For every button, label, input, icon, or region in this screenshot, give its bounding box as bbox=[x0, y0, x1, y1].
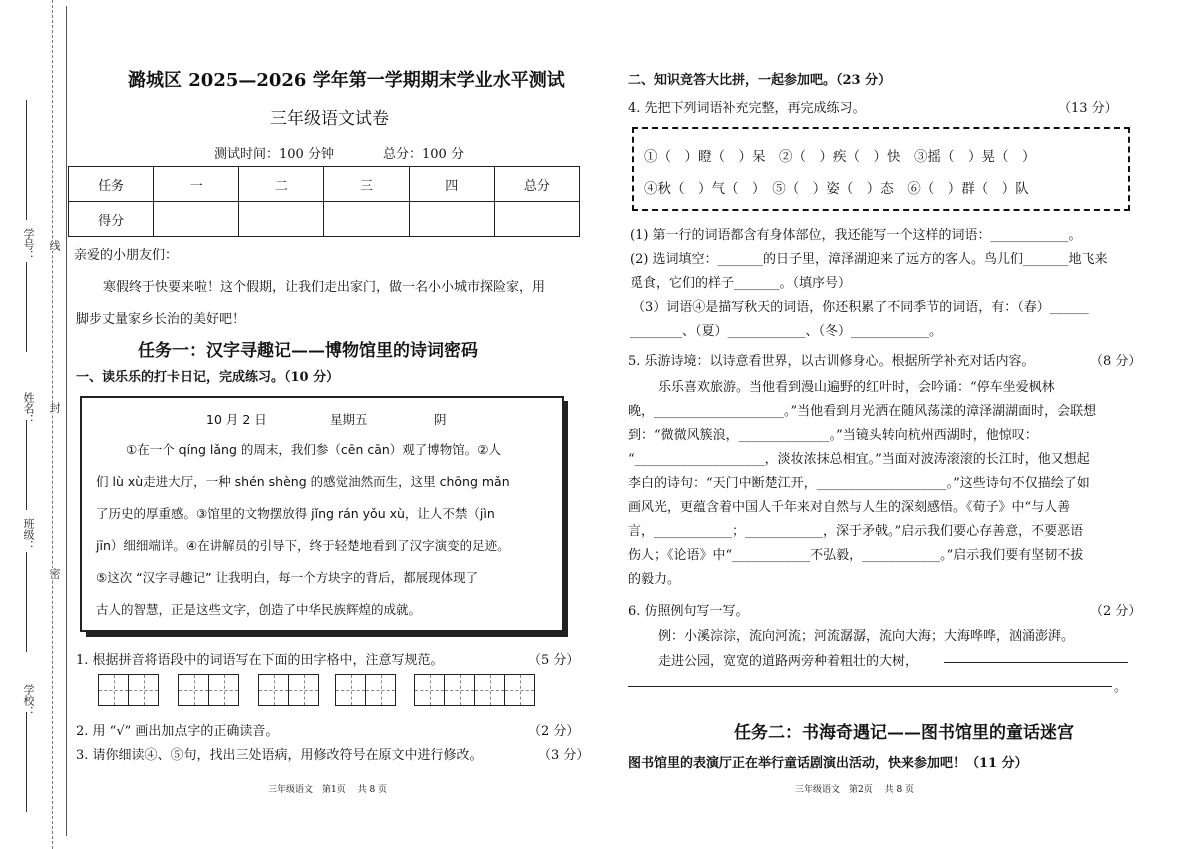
question-5-score: （8 分） bbox=[1090, 354, 1142, 369]
question-4-2a: (2) 选词填空：_______的日子里，漳泽湖迎来了远方的客人。鸟儿们_______地飞来 bbox=[630, 252, 1108, 267]
name-label: 姓名： bbox=[22, 392, 35, 425]
question-4: 4. 先把下列词语补充完整，再完成练习。 bbox=[628, 101, 866, 116]
answer-line[interactable] bbox=[628, 686, 1112, 687]
score-header-cell: 四 bbox=[409, 167, 494, 202]
question-4-3b: ________、（夏）____________、（冬）____________。 bbox=[630, 324, 943, 339]
diary-box bbox=[80, 396, 564, 632]
question-4-3a: （3）词语④是描写秋天的词语，你还积累了不同季节的词语，有：（春）______ bbox=[632, 300, 1089, 315]
question-4-2b: 觅食，它们的样子_______。（填序号） bbox=[630, 276, 852, 291]
score-header-cell: 三 bbox=[324, 167, 409, 202]
question-6-score: （2 分） bbox=[1090, 604, 1142, 619]
exam-time: 测试时间：100 分钟 bbox=[214, 147, 334, 162]
question-6-period: 。 bbox=[1114, 680, 1128, 695]
question-1: 1. 根据拼音将语段中的词语写在下面的田字格中，注意写规范。 bbox=[76, 653, 444, 668]
diary-line: 了历史的厚重感。③馆里的文物摆放得 jǐng rán yǒu xù，让人不禁（jìn bbox=[96, 506, 495, 521]
question-5: 5. 乐游诗境：以诗意看世界，以古训修身心。根据所学补充对话内容。 bbox=[628, 354, 1035, 369]
seal-feng-label: 封 bbox=[48, 402, 61, 413]
question-2: 2. 用 “√” 画出加点字的正确读音。 bbox=[76, 724, 279, 739]
q5-line: 画风光，更蕴含着中国人千年来对自然与人生的深刻感悟。《荀子》中“与人善 bbox=[628, 500, 1071, 515]
question-6-example: 例：小溪淙淙，流向河流；河流潺潺，流向大海；大海哗哗，汹涌澎湃。 bbox=[658, 629, 1075, 644]
question-6-prompt: 走进公园，宽宽的道路两旁种着粗壮的大树， bbox=[658, 654, 919, 669]
q5-line: 李白的诗句：“天门中断楚江开，____________________。”这些诗句不仅描绘了如 bbox=[628, 476, 1090, 491]
class-label: 班级： bbox=[22, 518, 35, 551]
diary-line: jīn）细细端详。④在讲解员的引导下，终于轻楚地看到了汉字演变的足迹。 bbox=[96, 538, 510, 553]
score-header-cell: 总分 bbox=[494, 167, 579, 202]
section2-heading: 二、知识竞答大比拼，一起参加吧。（23 分） bbox=[628, 73, 892, 88]
task2-intro: 图书馆里的表演厅正在举行童话剧演出活动，快来参加吧！（11 分） bbox=[628, 756, 1028, 771]
score-table bbox=[68, 166, 580, 237]
word-completion-box bbox=[632, 127, 1130, 211]
score-row-label: 得分 bbox=[69, 202, 154, 237]
score-table-score-row bbox=[69, 202, 580, 237]
school-label: 学校： bbox=[22, 684, 35, 717]
tian-grid[interactable] bbox=[178, 674, 239, 706]
q5-line: 乐乐喜欢旅游。当他看到漫山遍野的红叶时，会吟诵：“停车坐爱枫林 bbox=[658, 380, 1055, 395]
diary-weather: 阴 bbox=[434, 412, 447, 427]
q5-line: 晚，____________________。”当他看到月光洒在随风荡漾的漳泽湖湖面时，会联想 bbox=[628, 404, 1097, 419]
intro-greeting: 亲爱的小朋友们： bbox=[74, 248, 179, 263]
score-cell[interactable] bbox=[409, 202, 494, 237]
score-table-header-row bbox=[69, 167, 580, 202]
word-row-1: ①（ ）瞪（ ）呆 ②（ ）疾（ ）快 ③摇（ ）晃（ ） bbox=[644, 149, 1036, 165]
score-cell[interactable] bbox=[239, 202, 324, 237]
score-header-cell: 二 bbox=[239, 167, 324, 202]
page-footer-left: 三年级语文 第1页 共 8 页 bbox=[268, 785, 388, 795]
diary-line: ①在一个 qíng lǎng 的周末，我们参（cēn cān）观了博物馆。②人 bbox=[126, 442, 502, 457]
exam-subtitle: 三年级语文试卷 bbox=[270, 109, 389, 129]
q5-line: 言，____________；____________，深于矛戟。”启示我们要心存善意，不要恶语 bbox=[628, 524, 1084, 539]
diary-line: ⑤这次 “汉字寻趣记” 让我明白，每一个方块字的背后，都展现体现了 bbox=[96, 570, 479, 585]
intro-line-1: 寒假终于快要来啦！这个假期，让我们走出家门，做一名小小城市探险家，用 bbox=[103, 280, 546, 295]
word-row-2: ④秋（ ）气（ ） ⑤（ ）姿（ ）态 ⑥（ ）群（ ）队 bbox=[644, 181, 1029, 197]
name-field[interactable] bbox=[26, 420, 27, 510]
score-header-cell: 一 bbox=[154, 167, 239, 202]
student-id-field-lower[interactable] bbox=[26, 262, 27, 352]
diary-date: 10 月 2 日 bbox=[206, 412, 267, 427]
q5-line: 到：“微微风簇浪，______________。”当镜头转向杭州西湖时，他惊叹： bbox=[628, 428, 1038, 443]
diary-line: 们 lù xù走进大厅，一种 shén shèng 的感觉油然而生，这里 chōng mǎn bbox=[96, 474, 510, 489]
score-cell[interactable] bbox=[324, 202, 409, 237]
exam-title: 潞城区 2025—2026 学年第一学期期末学业水平测试 bbox=[128, 70, 565, 91]
seal-mi-label: 密 bbox=[48, 568, 61, 579]
student-id-field[interactable] bbox=[26, 100, 27, 220]
score-cell[interactable] bbox=[494, 202, 579, 237]
section1-heading: 一、读乐乐的打卡日记，完成练习。（10 分） bbox=[76, 370, 340, 385]
school-field[interactable] bbox=[26, 712, 27, 812]
score-header-cell: 任务 bbox=[69, 167, 154, 202]
student-id-label: 学号： bbox=[22, 228, 35, 261]
question-4-1: (1) 第一行的词语都含有身体部位，我还能写一个这样的词语：____________。 bbox=[630, 228, 1082, 243]
diary-line: 古人的智慧，正是这些文字，创造了中华民族辉煌的成就。 bbox=[96, 602, 422, 617]
question-4-score: （13 分） bbox=[1058, 101, 1118, 116]
q5-line: “____________________，淡妆浓抹总相宜。”当面对波涛滚滚的长江时，他又想起 bbox=[628, 452, 1090, 467]
question-6: 6. 仿照例句写一写。 bbox=[628, 604, 749, 619]
score-cell[interactable] bbox=[154, 202, 239, 237]
exam-total: 总分：100 分 bbox=[383, 147, 464, 162]
page-footer-right: 三年级语文 第2页 共 8 页 bbox=[795, 785, 915, 795]
q5-line: 的毅力。 bbox=[628, 572, 681, 587]
class-field[interactable] bbox=[26, 552, 27, 652]
question-3-score: （3 分） bbox=[538, 748, 590, 763]
q5-line: 伤人；《论语》中“____________不弘毅，____________。”启示我们要有坚韧不拔 bbox=[628, 548, 1084, 563]
question-2-score: （2 分） bbox=[528, 724, 580, 739]
binding-strip bbox=[8, 6, 67, 836]
tian-grid[interactable] bbox=[335, 674, 396, 706]
diary-weekday: 星期五 bbox=[330, 412, 368, 427]
seal-line-label: 线 bbox=[48, 240, 61, 251]
question-1-score: （5 分） bbox=[528, 653, 580, 668]
tian-grid[interactable] bbox=[258, 674, 319, 706]
task1-title: 任务一：汉字寻趣记——博物馆里的诗词密码 bbox=[138, 341, 478, 361]
tian-grid[interactable] bbox=[98, 674, 159, 706]
task2-title: 任务二：书海奇遇记——图书馆里的童话迷宫 bbox=[734, 723, 1074, 743]
question-3: 3. 请你细读④、⑤句，找出三处语病，用修改符号在原文中进行修改。 bbox=[76, 748, 483, 763]
seal-dashed-line bbox=[52, 0, 53, 849]
tian-grid[interactable] bbox=[414, 674, 535, 706]
answer-line[interactable] bbox=[944, 662, 1128, 663]
intro-line-2: 脚步丈量家乡长治的美好吧！ bbox=[76, 312, 246, 327]
